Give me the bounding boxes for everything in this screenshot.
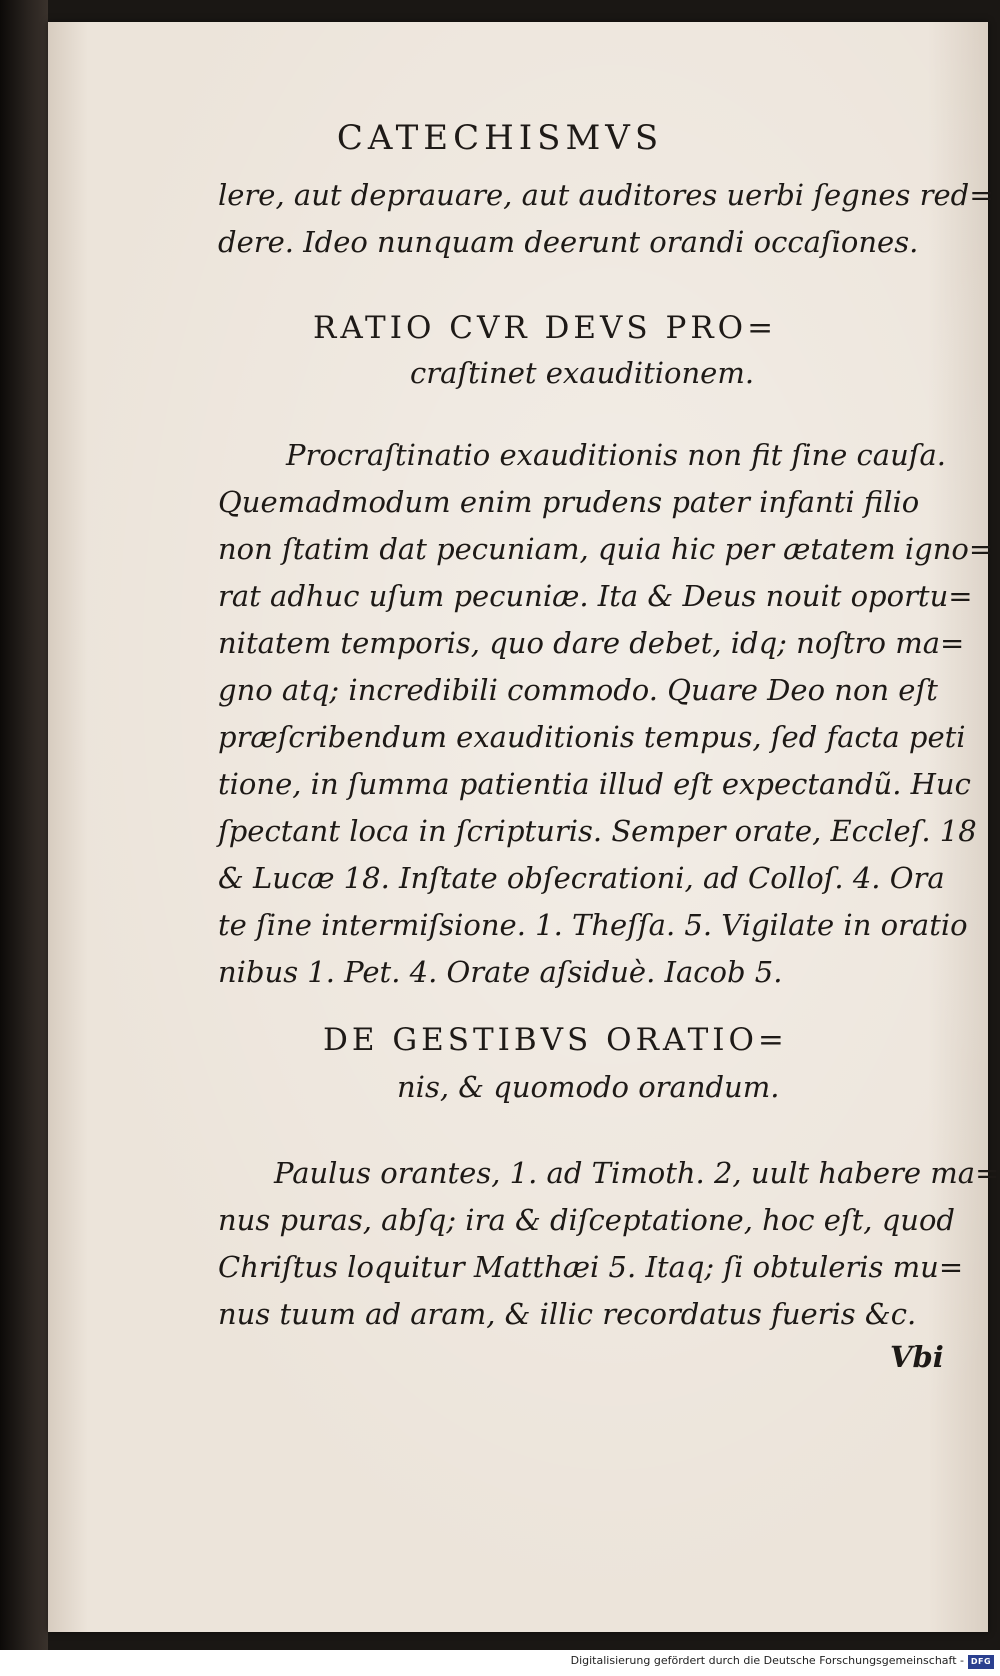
text-line: & Lucæ 18. Inſtate obſecrationi, ad Colloſ. 4. Ora [218, 861, 945, 895]
text-line: nus tuum ad aram, & illic recordatus fueris &c. [218, 1297, 917, 1331]
digitization-footer [0, 1650, 1000, 1676]
text-line: Procraſtinatio exauditionis non fit ſine cauſa. [286, 438, 946, 472]
text-line: non ſtatim dat pecuniam, quia hic per ætatem igno= [218, 532, 994, 566]
dfg-logo-icon: DFG [968, 1655, 994, 1669]
section-heading-gestibus-continued: nis, & quomodo orandum. [397, 1070, 780, 1104]
text-line: Chriſtus loquitur Matthæi 5. Itaq; ſi obtuleris mu= [218, 1250, 964, 1284]
text-line: Paulus orantes, 1. ad Timoth. 2, uult habere ma= [274, 1156, 1000, 1190]
footer-credit: Digitalisierung gefördert durch die Deutsche Forschungsgemeinschaft - [570, 1654, 964, 1667]
catchword: Vbi [890, 1340, 944, 1374]
section-heading-ratio: RATIO CVR DEVS PRO= [313, 310, 778, 346]
text-line: gno atq; incredibili commodo. Quare Deo non eſt [218, 673, 938, 707]
text-line: tione, in ſumma patientia illud eſt expectandũ. Huc [218, 767, 971, 801]
section-body-ratio [218, 432, 993, 996]
running-head: CATECHISMVS [336, 118, 664, 158]
text-line: præſcribendum exauditionis tempus, ſed facta peti [218, 720, 966, 754]
text-line: rat adhuc uſum pecuniæ. Ita & Deus nouit oportu= [218, 579, 973, 613]
book-spine-shadow [0, 0, 48, 1676]
section-heading-ratio-continued: craſtinet exauditionem. [410, 356, 755, 390]
text-line: ſpectant loca in ſcripturis. Semper orate, Ecclеſ. 18 [218, 814, 977, 848]
text-line: lere, aut deprauare, aut auditores uerbi ſegnes red= [218, 178, 994, 212]
text-line: Quemadmodum enim prudens pater infanti filio [218, 485, 920, 519]
text-line: dere. Ideo nunquam deerunt orandi occaſiones. [218, 225, 919, 259]
text-line: nibus 1. Pet. 4. Orate aſsiduè. Iacob 5. [218, 955, 783, 989]
text-line: nitatem temporis, quo dare debet, idq; noſtro ma= [218, 626, 965, 660]
text-line: nus puras, abſq; ira & diſceptatione, hoc eſt, quod [218, 1203, 955, 1237]
intro-text [218, 172, 994, 266]
section-heading-gestibus: DE GESTIBVS ORATIO= [323, 1022, 788, 1058]
text-line: te ſine intermiſsione. 1. Theſſa. 5. Vigilate in oratio [218, 908, 968, 942]
section-body-gestibus [218, 1150, 999, 1338]
